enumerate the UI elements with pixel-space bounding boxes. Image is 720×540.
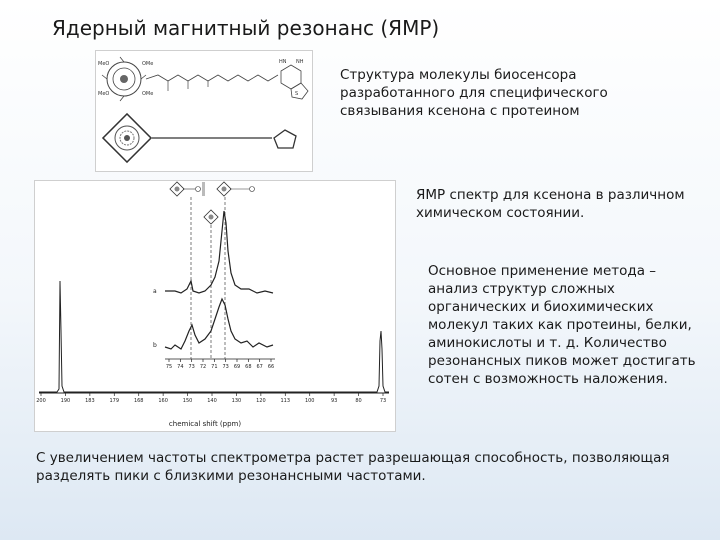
mol-label-4: OMe — [142, 91, 154, 97]
trace-b-label: b — [153, 342, 157, 349]
slide-title: Ядерный магнитный резонанс (ЯМР) — [52, 16, 440, 40]
mol-label-3: OMe — [142, 61, 154, 67]
x-axis-label: chemical shift (ppm) — [168, 420, 242, 428]
main-axis-tick-label: 183 — [85, 398, 95, 404]
inset-axis-tick-label: 68 — [245, 364, 252, 370]
molecule-structure-diagram — [96, 51, 312, 171]
main-axis-tick-label: 190 — [60, 398, 71, 404]
mol-label-1: MeO — [98, 61, 110, 67]
main-axis-tick-label: 200 — [36, 398, 46, 404]
mol-label-7: S — [295, 91, 299, 97]
main-axis-tick-label: 93 — [330, 398, 338, 404]
mol-label-5: HN — [279, 59, 287, 65]
inset-axis-tick-label: 66 — [267, 364, 275, 370]
main-axis-tick-label: 179 — [109, 398, 120, 404]
molecule-structure-figure — [95, 50, 313, 172]
inset-axis-tick-label: 69 — [233, 364, 241, 370]
spectrum-caption: ЯМР спектр для ксенона в различном химическом состоянии. — [416, 187, 685, 221]
trace-a-label: a — [153, 288, 157, 295]
molecule-caption: Структура молекулы биосенсора разработанного для специфического связывания ксенона с протеином — [340, 67, 608, 119]
inset-axis-tick-label: 74 — [177, 364, 184, 370]
main-axis-tick-label: 168 — [133, 398, 144, 404]
nmr-spectrum-plot — [35, 181, 395, 431]
main-axis-tick-label: 73 — [379, 398, 387, 404]
inset-axis-tick-label: 71 — [211, 364, 218, 370]
protein-bound-symbol — [204, 210, 218, 224]
mol-label-2: MeO — [98, 91, 110, 97]
inset-axis-tick-label: 67 — [256, 364, 263, 370]
inset-axis-tick-label: 73 — [188, 364, 195, 370]
main-axis-tick-label: 120 — [256, 398, 266, 404]
nmr-spectrum-figure — [34, 180, 396, 432]
main-axis-tick-label: 100 — [304, 398, 315, 404]
main-axis-tick-label: 150 — [182, 398, 193, 404]
inset-axis-tick-label: 73 — [222, 364, 229, 370]
main-axis-tick-label: 80 — [355, 398, 362, 404]
main-application-text: Основное применение метода – анализ структур сложных органических и биохимических молекул таких как протеины, белки, аминокислоты и т. д. Количество резонансных пиков может достигать сотен с возможность наложения. — [428, 263, 696, 387]
mol-label-6: NH — [296, 59, 304, 65]
free-xenon-symbol — [170, 182, 205, 196]
bound-xenon-symbol — [217, 182, 255, 196]
main-axis-tick-label: 130 — [231, 398, 242, 404]
inset-axis-tick-label: 75 — [165, 364, 173, 370]
resolution-note: С увеличением частоты спектрометра растет разрешающая способность, позволяющая разделять пики с близкими резонансными частотами. — [36, 450, 670, 484]
main-axis-tick-label: 140 — [207, 398, 217, 404]
main-axis-tick-label: 160 — [158, 398, 168, 404]
inset-axis-tick-label: 72 — [199, 364, 207, 370]
main-axis-tick-label: 113 — [280, 398, 291, 404]
